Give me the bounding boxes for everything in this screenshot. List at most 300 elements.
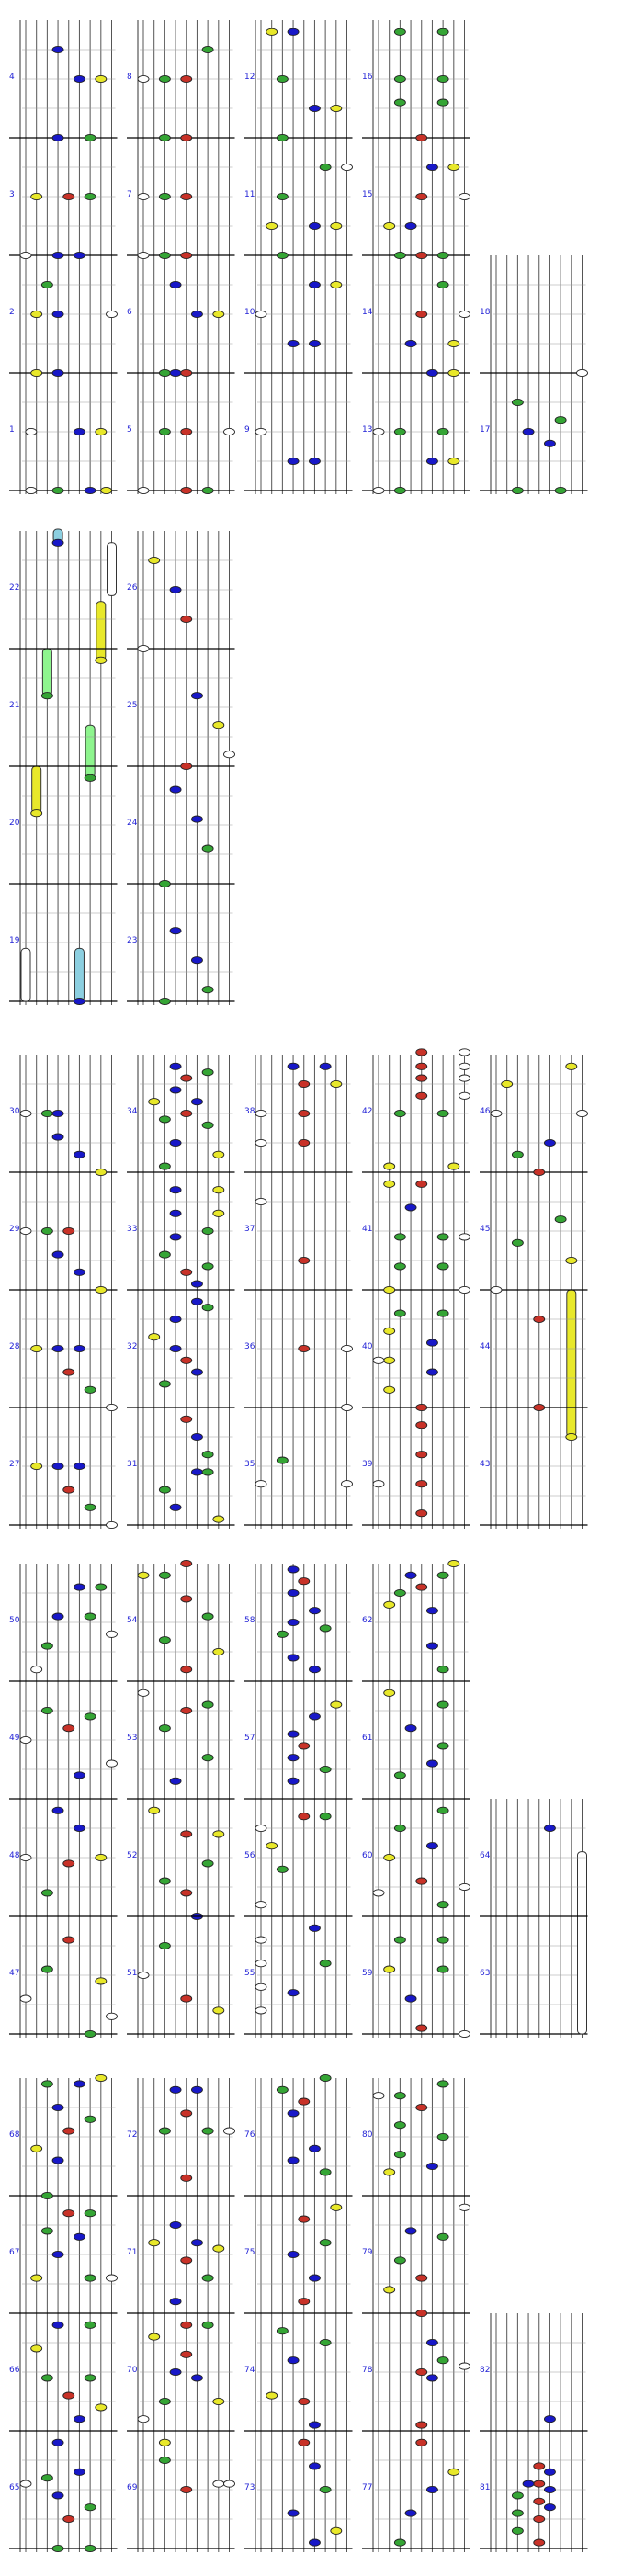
chart-column: [9, 2074, 118, 2552]
note-green: [85, 2375, 96, 2381]
note-red: [534, 2480, 545, 2487]
note-green: [159, 252, 170, 258]
note-red: [416, 134, 427, 141]
note-red: [299, 1110, 310, 1116]
note-blue: [309, 458, 320, 464]
measure-label: 33: [127, 1225, 138, 1234]
measure-label: 64: [480, 1851, 491, 1860]
note-blue: [74, 2233, 85, 2240]
measure-label: 62: [362, 1616, 373, 1625]
note-green: [159, 1116, 170, 1123]
note-white: [491, 1110, 502, 1116]
note-red: [416, 1049, 427, 1056]
note-blue: [52, 2492, 63, 2499]
measure-label: 43: [480, 1460, 491, 1469]
note-white: [255, 428, 266, 435]
note-blue: [288, 2157, 299, 2164]
note-green: [159, 2398, 170, 2404]
note-yellow: [566, 1433, 577, 1440]
note-red: [181, 1707, 192, 1713]
note-yellow: [96, 1978, 107, 1984]
note-blue: [288, 2110, 299, 2117]
note-white: [213, 2480, 224, 2487]
note-blue: [170, 1234, 181, 1240]
note-yellow: [448, 2469, 459, 2475]
note-blue: [170, 1210, 181, 1216]
note-blue: [170, 2221, 181, 2228]
note-green: [320, 1813, 331, 1820]
note-red: [416, 1422, 427, 1429]
note-yellow: [213, 1648, 224, 1655]
note-blue: [52, 2322, 63, 2328]
measure-label: 78: [362, 2366, 373, 2375]
note-green: [202, 2128, 213, 2134]
note-green: [437, 1234, 448, 1240]
measure-label: 59: [362, 1969, 373, 1978]
measure-label: 27: [9, 1460, 20, 1469]
note-yellow: [266, 1843, 278, 1849]
note-white: [459, 193, 470, 199]
note-red: [181, 2257, 192, 2264]
note-green: [85, 1713, 96, 1720]
note-red: [63, 2392, 74, 2399]
note-blue: [170, 369, 181, 376]
note-green: [85, 134, 96, 141]
measure-label: 46: [480, 1107, 491, 1116]
note-blue: [309, 281, 320, 288]
note-green: [202, 1069, 213, 1076]
note-red: [181, 1596, 192, 1602]
note-blue: [426, 164, 437, 170]
note-blue: [52, 539, 63, 546]
note-blue: [74, 252, 85, 258]
note-green: [41, 1110, 52, 1116]
note-yellow: [448, 340, 459, 346]
note-blue: [544, 1139, 555, 1146]
measure-label: 35: [244, 1460, 255, 1469]
note-green: [394, 2539, 405, 2546]
note-red: [181, 1075, 192, 1081]
note-blue: [170, 586, 181, 593]
note-yellow: [384, 1854, 395, 1860]
note-yellow: [448, 1560, 459, 1566]
note-white: [26, 487, 37, 493]
note-blue: [170, 928, 181, 934]
measure-label: 60: [362, 1851, 373, 1860]
note-blue: [544, 2416, 555, 2423]
note-green: [394, 1110, 405, 1116]
note-red: [416, 252, 427, 258]
note-yellow: [149, 1099, 160, 1105]
note-red: [63, 1369, 74, 1375]
note-yellow: [384, 1163, 395, 1169]
note-green: [85, 2545, 96, 2551]
note-red: [181, 193, 192, 199]
note-red: [299, 1743, 310, 1749]
note-green: [437, 428, 448, 435]
note-blue: [544, 2486, 555, 2492]
note-white: [20, 252, 31, 258]
note-blue: [74, 75, 85, 82]
note-red: [299, 1139, 310, 1146]
note-green: [394, 2122, 405, 2129]
measure-label: 69: [127, 2483, 138, 2492]
measure-label: 41: [362, 1225, 373, 1234]
measure-label: 67: [9, 2248, 20, 2257]
note-white: [107, 2013, 118, 2019]
note-green: [159, 1878, 170, 1884]
note-blue: [426, 1760, 437, 1767]
note-yellow: [448, 458, 459, 464]
note-blue: [74, 1825, 85, 1831]
note-yellow: [448, 1163, 459, 1169]
note-blue: [170, 1316, 181, 1322]
note-red: [534, 2498, 545, 2504]
note-green: [555, 417, 566, 424]
note-yellow: [31, 2345, 42, 2352]
note-red: [181, 369, 192, 376]
measure-label: 63: [480, 1969, 491, 1978]
note-green: [512, 487, 523, 493]
measure-label: 77: [362, 2483, 373, 2492]
measure-label: 79: [362, 2248, 373, 2257]
note-blue: [544, 1825, 555, 1831]
note-blue: [52, 1345, 63, 1351]
note-green: [41, 2192, 52, 2198]
measure-label: 12: [244, 73, 255, 82]
note-yellow: [266, 28, 278, 35]
note-green: [202, 1305, 213, 1311]
chart-column: [127, 531, 235, 1005]
note-white: [342, 1404, 353, 1410]
note-white: [138, 252, 149, 258]
note-red: [416, 1584, 427, 1590]
note-green: [41, 1966, 52, 1972]
note-yellow: [331, 2204, 342, 2210]
note-blue: [288, 1655, 299, 1661]
note-green: [159, 1725, 170, 1732]
hold-note: [21, 948, 30, 1001]
chart-column: [127, 2078, 235, 2552]
note-red: [299, 2299, 310, 2305]
note-yellow: [502, 1080, 513, 1087]
note-red: [534, 2463, 545, 2469]
measure-label: 66: [9, 2366, 20, 2375]
note-red: [416, 2310, 427, 2316]
note-green: [394, 1937, 405, 1943]
note-white: [20, 1736, 31, 1743]
chart-column: [244, 1564, 353, 2038]
note-blue: [405, 1204, 416, 1211]
measure-label: 16: [362, 73, 373, 82]
note-red: [416, 1181, 427, 1187]
note-yellow: [31, 193, 42, 199]
note-white: [224, 2128, 235, 2134]
note-white: [459, 2204, 470, 2210]
note-yellow: [96, 2404, 107, 2411]
note-green: [159, 1942, 170, 1949]
note-green: [512, 2527, 523, 2534]
chart-column: [9, 1055, 118, 1529]
note-green: [85, 774, 96, 781]
note-blue: [426, 458, 437, 464]
note-blue: [309, 1713, 320, 1720]
note-white: [255, 1902, 266, 1908]
note-white: [224, 751, 235, 758]
note-red: [416, 1878, 427, 1884]
note-blue: [523, 428, 534, 435]
measure-label: 75: [244, 2248, 255, 2257]
note-blue: [170, 1187, 181, 1193]
measure-label: 44: [480, 1342, 491, 1351]
note-green: [320, 2074, 331, 2081]
note-white: [255, 1983, 266, 1990]
measure-label: 71: [127, 2248, 138, 2257]
note-blue: [74, 1584, 85, 1590]
note-green: [277, 1631, 288, 1637]
note-green: [202, 1452, 213, 1458]
hold-note: [567, 1290, 576, 1437]
note-red: [416, 1404, 427, 1410]
note-yellow: [31, 1463, 42, 1469]
note-blue: [191, 816, 202, 822]
note-yellow: [213, 722, 224, 729]
note-blue: [309, 222, 320, 229]
note-yellow: [159, 2439, 170, 2446]
note-green: [41, 1890, 52, 1896]
note-yellow: [566, 1063, 577, 1069]
note-white: [577, 369, 588, 376]
note-green: [394, 1234, 405, 1240]
note-red: [181, 2175, 192, 2181]
chart-column: [244, 2074, 353, 2552]
note-red: [181, 2110, 192, 2117]
measure-label: 50: [9, 1616, 20, 1625]
note-blue: [191, 1099, 202, 1105]
note-green: [159, 193, 170, 199]
note-white: [459, 1883, 470, 1890]
note-blue: [288, 1566, 299, 1573]
note-red: [416, 1481, 427, 1487]
note-white: [107, 1760, 118, 1767]
note-white: [255, 1481, 266, 1487]
measure-label: 8: [127, 73, 132, 82]
measure-label: 3: [9, 190, 15, 199]
note-yellow: [331, 281, 342, 288]
note-green: [437, 75, 448, 82]
note-blue: [170, 2368, 181, 2375]
note-green: [202, 487, 213, 493]
note-green: [159, 428, 170, 435]
note-blue: [52, 1807, 63, 1813]
note-white: [26, 428, 37, 435]
note-green: [437, 2233, 448, 2240]
note-red: [416, 1452, 427, 1458]
measure-label: 76: [244, 2130, 255, 2140]
note-red: [181, 1357, 192, 1363]
note-green: [394, 75, 405, 82]
note-green: [202, 2275, 213, 2281]
measure-label: 22: [9, 583, 20, 593]
note-white: [255, 1110, 266, 1116]
note-red: [416, 2104, 427, 2110]
measure-label: 24: [127, 819, 138, 828]
note-white: [373, 1357, 384, 1363]
note-green: [394, 1772, 405, 1779]
note-green: [394, 1263, 405, 1270]
note-blue: [288, 2357, 299, 2364]
measure-label: 20: [9, 819, 20, 828]
note-yellow: [96, 75, 107, 82]
note-blue: [74, 2416, 85, 2423]
measure-label: 5: [127, 425, 132, 435]
note-red: [181, 2322, 192, 2328]
note-white: [459, 1063, 470, 1069]
note-red: [63, 2515, 74, 2522]
note-green: [512, 399, 523, 405]
note-green: [320, 164, 331, 170]
note-red: [181, 1995, 192, 2002]
measure-label: 55: [244, 1969, 255, 1978]
note-red: [534, 1316, 545, 1322]
note-yellow: [384, 222, 395, 229]
note-blue: [74, 1151, 85, 1158]
measure-label: 73: [244, 2483, 255, 2492]
measure-label: 58: [244, 1616, 255, 1625]
note-green: [394, 2152, 405, 2158]
note-blue: [309, 2539, 320, 2546]
note-white: [342, 1345, 353, 1351]
note-red: [181, 428, 192, 435]
note-white: [107, 1631, 118, 1637]
note-yellow: [96, 657, 107, 663]
note-red: [299, 1080, 310, 1087]
note-green: [159, 2457, 170, 2463]
note-red: [181, 2351, 192, 2357]
note-blue: [74, 1772, 85, 1779]
note-white: [459, 1075, 470, 1081]
note-yellow: [384, 1357, 395, 1363]
measure-label: 10: [244, 308, 255, 317]
note-green: [394, 28, 405, 35]
note-blue: [288, 1755, 299, 1761]
measure-label: 21: [9, 701, 20, 710]
note-blue: [405, 1995, 416, 2002]
note-white: [107, 1521, 118, 1528]
note-blue: [170, 281, 181, 288]
note-blue: [170, 2086, 181, 2093]
note-yellow: [384, 1689, 395, 1696]
note-yellow: [384, 2287, 395, 2293]
note-green: [202, 1263, 213, 1270]
note-blue: [170, 2299, 181, 2305]
note-red: [181, 134, 192, 141]
note-red: [181, 75, 192, 82]
measure-label: 56: [244, 1851, 255, 1860]
note-yellow: [213, 1151, 224, 1158]
note-white: [255, 1960, 266, 1967]
note-green: [512, 1151, 523, 1158]
note-green: [320, 1766, 331, 1772]
note-green: [437, 2357, 448, 2364]
note-blue: [74, 1269, 85, 1275]
note-yellow: [384, 1966, 395, 1972]
note-green: [277, 1866, 288, 1872]
note-green: [159, 1486, 170, 1493]
note-red: [416, 193, 427, 199]
note-green: [437, 1263, 448, 1270]
note-yellow: [31, 2145, 42, 2152]
note-red: [181, 1269, 192, 1275]
note-blue: [309, 340, 320, 346]
measure-label: 28: [9, 1342, 20, 1351]
note-red: [181, 487, 192, 493]
note-green: [394, 1825, 405, 1831]
chart-column: [362, 1560, 470, 2038]
note-blue: [191, 1433, 202, 1440]
note-green: [320, 2240, 331, 2246]
note-green: [85, 2116, 96, 2122]
note-green: [437, 1966, 448, 1972]
note-red: [416, 1063, 427, 1069]
note-yellow: [31, 1345, 42, 1351]
measure-label: 4: [9, 73, 15, 82]
note-green: [159, 880, 170, 887]
note-green: [277, 2086, 288, 2093]
measure-label: 13: [362, 425, 373, 435]
note-red: [416, 1075, 427, 1081]
note-yellow: [213, 2007, 224, 2014]
note-red: [181, 763, 192, 769]
measure-label: 65: [9, 2483, 20, 2492]
note-yellow: [149, 2333, 160, 2340]
note-red: [534, 1404, 545, 1410]
note-green: [394, 252, 405, 258]
note-blue: [191, 2240, 202, 2246]
note-red: [416, 1092, 427, 1099]
note-blue: [309, 2275, 320, 2281]
measure-label: 15: [362, 190, 373, 199]
note-white: [373, 428, 384, 435]
measure-label: 49: [9, 1734, 20, 1743]
note-blue: [288, 458, 299, 464]
note-blue: [309, 1666, 320, 1673]
note-yellow: [566, 1257, 577, 1263]
note-white: [342, 1481, 353, 1487]
note-red: [299, 1578, 310, 1585]
note-yellow: [384, 1181, 395, 1187]
note-white: [373, 1890, 384, 1896]
measure-label: 45: [480, 1225, 491, 1234]
chart-column: [9, 1564, 118, 2038]
note-blue: [288, 2510, 299, 2516]
note-red: [63, 2210, 74, 2217]
measure-label: 30: [9, 1107, 20, 1116]
note-green: [512, 2510, 523, 2516]
note-red: [181, 1560, 192, 1566]
note-green: [394, 2257, 405, 2264]
note-yellow: [331, 222, 342, 229]
note-red: [534, 1169, 545, 1175]
note-green: [555, 1216, 566, 1223]
note-blue: [170, 1139, 181, 1146]
note-blue: [52, 1251, 63, 1258]
note-green: [202, 1701, 213, 1708]
note-blue: [191, 957, 202, 964]
note-green: [277, 75, 288, 82]
note-red: [299, 1813, 310, 1820]
note-red: [416, 1510, 427, 1517]
